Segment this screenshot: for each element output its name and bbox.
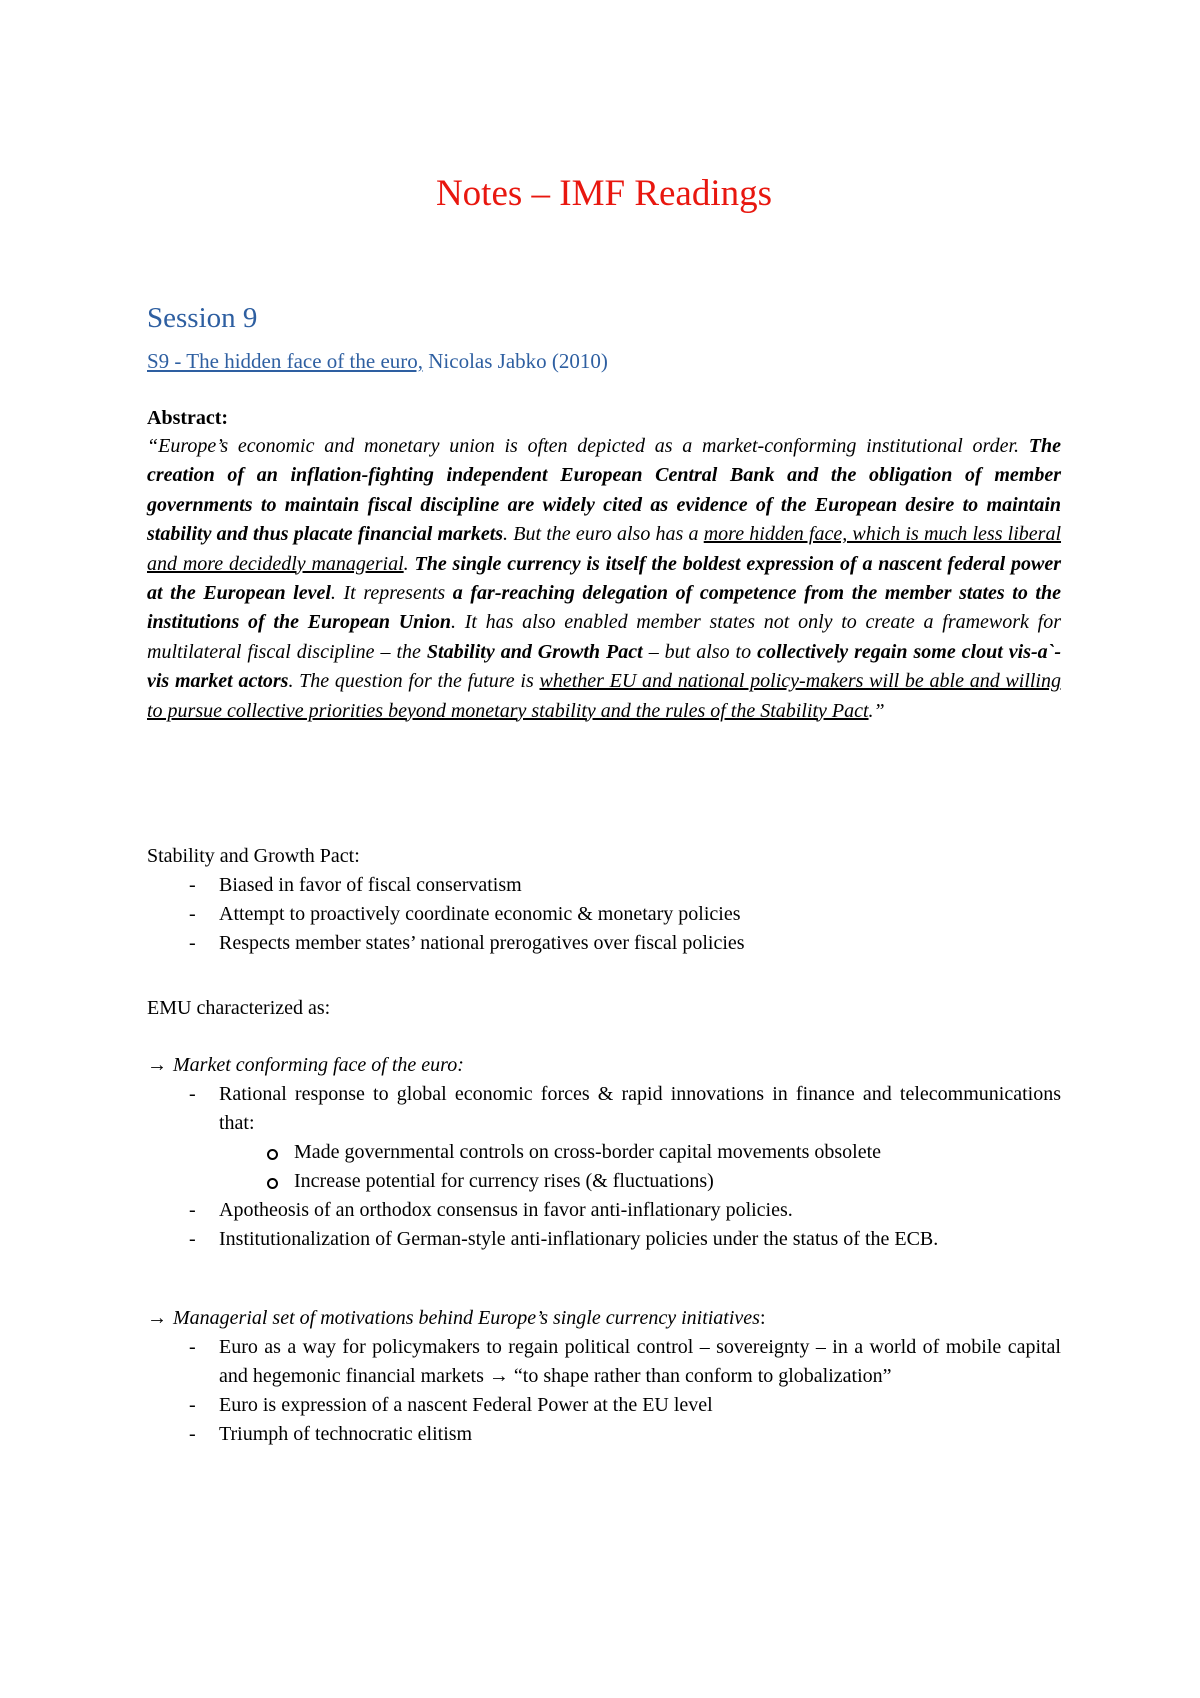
abstract-label: Abstract: bbox=[147, 407, 229, 429]
emu-heading: EMU characterized as: bbox=[147, 997, 331, 1019]
arrow-right-icon: → bbox=[147, 1307, 167, 1329]
session-heading: Session 9 bbox=[147, 302, 258, 334]
abstract-text-part: . The question for the future is bbox=[288, 670, 540, 693]
market-sub-list bbox=[147, 1138, 1061, 1196]
sub-list-item: Made governmental controls on cross-border capital movements obsolete bbox=[147, 1138, 1061, 1167]
arrow-right-icon: → bbox=[488, 1365, 509, 1387]
abstract-text bbox=[147, 432, 1061, 726]
list-item: - Biased in favor of fiscal conservatism bbox=[147, 871, 1061, 900]
reading-citation bbox=[147, 347, 608, 375]
market-list bbox=[147, 1080, 1061, 1254]
list-item: - Attempt to proactively coordinate economic & monetary policies bbox=[147, 900, 1061, 929]
page-title: Notes – IMF Readings bbox=[435, 173, 773, 214]
sub-list-item: Increase potential for currency rises (& fluctuations) bbox=[147, 1167, 1061, 1196]
managerial-heading-text: Managerial set of motivations behind Europe’s single currency initiatives bbox=[173, 1307, 760, 1329]
list-item: - Respects member states’ national prerogatives over fiscal policies bbox=[147, 929, 1061, 958]
abstract-text-part: . It has also enabled member states not only to create a framework for multilateral fiscal discipline – the bbox=[147, 611, 1062, 663]
market-section bbox=[147, 1051, 1061, 1254]
abstract-text-part: . It represents bbox=[330, 582, 453, 605]
list-item: - Triumph of technocratic elitism bbox=[147, 1420, 1061, 1449]
abstract-bold-part: The creation of an inflation-fighting independent European Central Bank and the obligation of member governments to maintain fiscal discipline are widely cited as evidence of the European desire to maintain stability and thus placate financial markets bbox=[147, 435, 1061, 546]
abstract-bold-part: Stability and Growth Pact bbox=[426, 640, 643, 663]
list-item bbox=[147, 1333, 1061, 1391]
sgp-section bbox=[147, 842, 1061, 958]
abstract-text-part: “Europe’s economic and monetary union is often depicted as a market-conforming institutional order. bbox=[147, 435, 1029, 457]
abstract-text-part: . But the euro also has a bbox=[503, 523, 704, 546]
managerial-heading bbox=[147, 1304, 1061, 1333]
sgp-list bbox=[147, 871, 1061, 958]
managerial-heading-colon: : bbox=[759, 1307, 766, 1329]
list-item-text: Euro as a way for policymakers to regain political control – sovereignty – in a world of mobile capital and hegemonic financial markets bbox=[219, 1336, 1061, 1387]
list-item: - Euro is expression of a nascent Federal Power at the EU level bbox=[147, 1391, 1061, 1420]
market-heading-text: Market conforming face of the euro: bbox=[173, 1054, 464, 1076]
abstract-bold-part: The single currency is itself the boldest expression of a nascent federal power at the European level bbox=[147, 552, 1061, 605]
reading-link[interactable]: S9 - The hidden face of the euro, bbox=[147, 349, 424, 373]
list-item: - Institutionalization of German-style anti-inflationary policies under the status of the ECB. bbox=[147, 1225, 1061, 1254]
abstract-underlined-part: whether EU and national policy-makers will be able and willing to pursue collective priorities beyond monetary stability and the rules of the Stability Pact bbox=[147, 670, 1061, 722]
list-item: - Apotheosis of an orthodox consensus in favor anti-inflationary policies. bbox=[147, 1196, 1061, 1225]
abstract-text-part: – but also to bbox=[642, 640, 758, 663]
abstract-bold-part: a far-reaching delegation of competence from the member states to the institutions of the European Union bbox=[147, 582, 1061, 634]
arrow-right-icon: → bbox=[147, 1054, 167, 1076]
reading-author: Nicolas Jabko (2010) bbox=[423, 349, 608, 373]
managerial-section bbox=[147, 1304, 1061, 1449]
market-heading bbox=[147, 1051, 1061, 1080]
managerial-list bbox=[147, 1333, 1061, 1449]
abstract-text-part: .” bbox=[868, 699, 885, 722]
sgp-heading: Stability and Growth Pact: bbox=[147, 845, 360, 867]
abstract-underlined-part: more hidden face, which is much less liberal and more decidedly managerial bbox=[147, 523, 1062, 575]
list-item-text: “to shape rather than conform to globalization” bbox=[508, 1365, 892, 1387]
list-item bbox=[147, 1080, 1061, 1196]
abstract-text-part: . bbox=[403, 552, 415, 575]
abstract-bold-part: collectively regain some clout vis-a`-vis market actors bbox=[147, 640, 1061, 693]
list-item-text: Rational response to global economic forces & rapid innovations in finance and telecommunications that: bbox=[219, 1083, 1061, 1134]
